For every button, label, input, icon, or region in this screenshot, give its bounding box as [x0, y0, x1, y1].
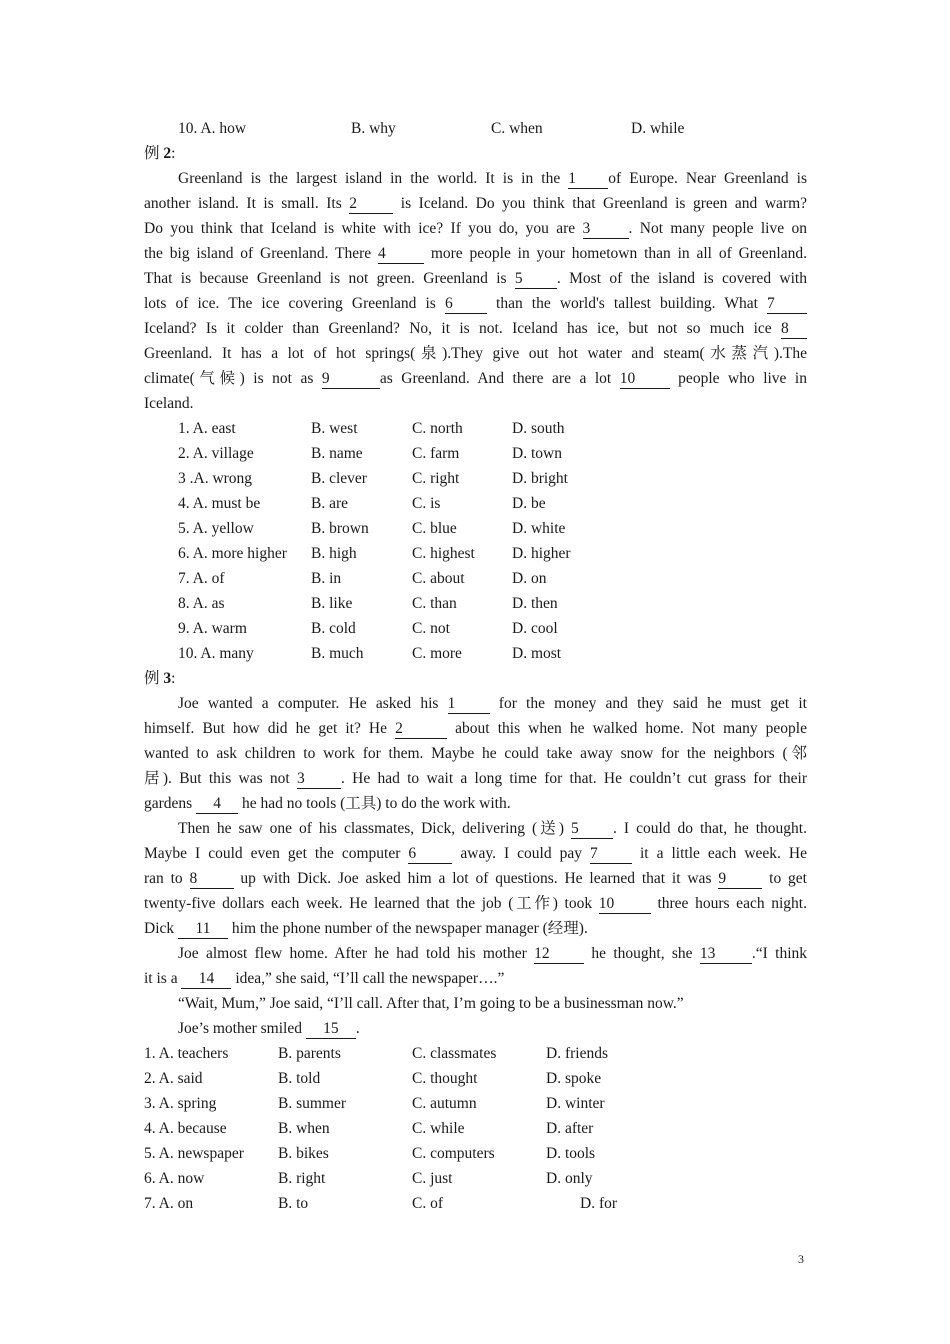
blank-9: 9 [322, 370, 380, 389]
ex3-passage-line: Maybe I could even get the computer 6 away. I could pay 7 it a little each week. He [144, 845, 807, 862]
option-d: D. while [631, 120, 685, 137]
option-row: 4. A. because B. when C. while D. after [144, 1120, 594, 1137]
blank-1: 1 [448, 695, 490, 714]
option-b: B. why [351, 120, 396, 137]
blank-9: 9 [718, 870, 762, 889]
ex3-passage-line: Then he saw one of his classmates, Dick, delivering (送) 5 . I could do that, he thought. [178, 820, 807, 837]
option-row: 6. A. now B. right C. just D. only [144, 1170, 593, 1187]
blank-8: 8 [190, 870, 234, 889]
blank-7: 7 [767, 295, 807, 314]
ex2-passage-line: Greenland is the largest island in the world. It is in the 1 of Europe. Near Greenland is [178, 170, 807, 187]
option-row: 8. A. as B. like C. than D. then [178, 595, 558, 612]
blank-14: 14 [181, 970, 231, 989]
blank-8: 8 [781, 320, 807, 339]
option-row: 7. A. on B. to C. of D. for [144, 1195, 618, 1212]
option-row: 9. A. warm B. cold C. not D. cool [178, 620, 558, 637]
ex3-passage-line: it is a 14 idea,” she said, “I’ll call the newspaper….” [144, 970, 505, 987]
blank-6: 6 [445, 295, 487, 314]
page-number: 3 [798, 1252, 804, 1266]
blank-7: 7 [590, 845, 632, 864]
ex2-passage-line: the big island of Greenland. There 4 more people in your hometown than in all of Greenland. [144, 245, 807, 262]
option-row: 6. A. more higher B. high C. highest D. higher [178, 545, 571, 562]
ex2-passage-line: Do you think that Iceland is white with ice? If you do, you are 3 . Not many people live on [144, 220, 807, 237]
blank-5: 5 [515, 270, 557, 289]
option-row: 2. A. said B. told C. thought D. spoke [144, 1070, 602, 1087]
option-row: 4. A. must be B. are C. is D. be [178, 495, 546, 512]
blank-4: 4 [378, 245, 424, 264]
ex2-passage-line: That is because Greenland is not green. Greenland is 5 . Most of the island is covered with [144, 270, 807, 287]
option-row: 2. A. village B. name C. farm D. town [178, 445, 562, 462]
blank-2: 2 [395, 720, 447, 739]
option-row: 5. A. yellow B. brown C. blue D. white [178, 520, 566, 537]
ex2-passage-line: another island. It is small. Its 2 is Iceland. Do you think that Greenland is green and warm? [144, 195, 808, 212]
example-3-label: 例 3: [144, 670, 176, 687]
ex3-passage-line: Joe almost flew home. After he had told his mother 12 he thought, she 13 .“I think [178, 945, 808, 962]
ex3-passage-line: Joe wanted a computer. He asked his 1 for the money and they said he must get it [178, 695, 807, 712]
option-row: 1. A. teachers B. parents C. classmates D. friends [144, 1045, 608, 1062]
ex3-passage-line: Joe’s mother smiled 15 . [178, 1020, 360, 1037]
blank-12: 12 [534, 945, 584, 964]
ex3-passage-line: 居). But this was not 3 . He had to wait a long time for that. He couldn’t cut grass for their [144, 770, 807, 787]
option-row: 10. A. many B. much C. more D. most [178, 645, 562, 662]
blank-3: 3 [583, 220, 629, 239]
blank-13: 13 [700, 945, 752, 964]
blank-1: 1 [568, 170, 608, 189]
ex2-passage-line: climate(气候) is not as 9 as Greenland. And there are a lot 10 people who live in [144, 370, 807, 387]
blank-3: 3 [297, 770, 341, 789]
ex3-passage-line: gardens 4 he had no tools (工具) to do the work with. [144, 795, 511, 812]
option-row: 7. A. of B. in C. about D. on [178, 570, 547, 587]
blank-5: 5 [571, 820, 613, 839]
blank-10: 10 [620, 370, 670, 389]
option-row: 3 .A. wrong B. clever C. right D. bright [178, 470, 568, 487]
option-c: C. when [491, 120, 543, 137]
example-2-label: 例 2: [144, 145, 176, 162]
blank-15: 15 [306, 1020, 356, 1039]
ex3-passage-line: twenty-five dollars each week. He learned that the job (工作) took 10 three hours each night. [144, 895, 807, 912]
ex3-passage-line: “Wait, Mum,” Joe said, “I’ll call. After that, I’m going to be a businessman now.” [178, 995, 684, 1012]
option-row: 3. A. spring B. summer C. autumn D. winter [144, 1095, 605, 1112]
ex2-passage-line: Greenland. It has a lot of hot springs(泉).They give out hot water and steam(水蒸汽).The [144, 345, 807, 362]
ex3-passage-line: ran to 8 up with Dick. Joe asked him a lot of questions. He learned that it was 9 to get [144, 870, 807, 887]
ex2-passage-line: Iceland? Is it colder than Greenland? No, it is not. Iceland has ice, but not so much ice 8 [144, 316, 807, 341]
top-options-row [0, 116, 950, 141]
blank-6: 6 [408, 845, 452, 864]
option-a: 10. A. how [178, 120, 247, 137]
ex2-passage-line: lots of ice. The ice covering Greenland is 6 than the world's tallest building. What 7 [144, 291, 807, 316]
blank-4: 4 [196, 795, 238, 814]
blank-2: 2 [349, 195, 393, 214]
blank-10: 10 [599, 895, 651, 914]
option-row: 5. A. newspaper B. bikes C. computers D. tools [144, 1145, 596, 1162]
ex3-passage-line: Dick 11 him the phone number of the newspaper manager (经理). [144, 920, 588, 937]
option-row: 1. A. east B. west C. north D. south [178, 420, 565, 437]
ex3-passage-line: wanted to ask children to work for them. Maybe he could take away snow for the neighbors (邻 [144, 745, 807, 762]
ex2-passage-line: Iceland. [144, 395, 194, 412]
blank-11: 11 [178, 920, 228, 939]
ex3-passage-line: himself. But how did he get it? He 2 about this when he walked home. Not many people [144, 720, 807, 737]
